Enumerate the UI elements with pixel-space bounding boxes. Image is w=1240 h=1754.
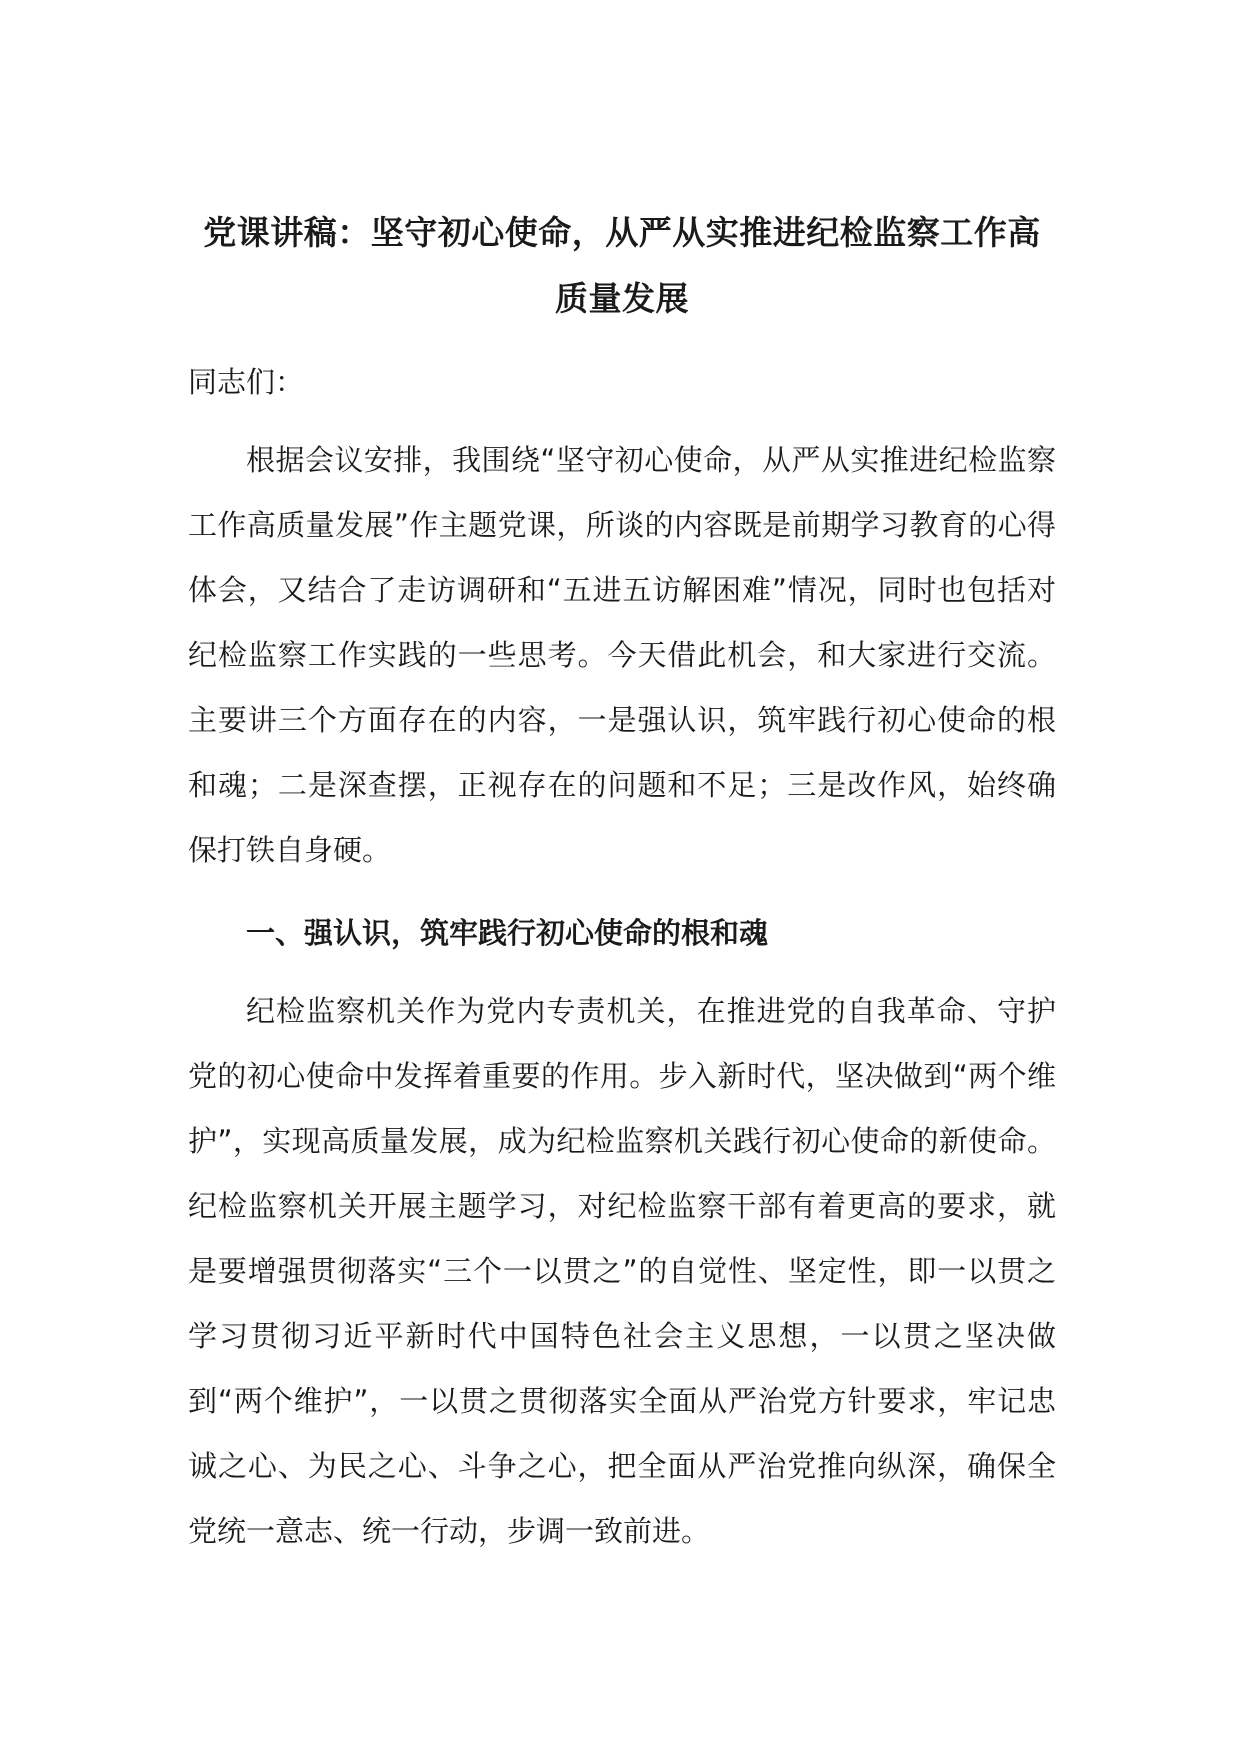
section-heading-1: 一、强认识，筑牢践行初心使命的根和魂 (246, 916, 769, 950)
section-1-paragraph: 纪检监察机关作为党内专责机关，在推进党的自我革命、守护党的初心使命中发挥着重要的作用。步入新时代，坚决做到“两个维护”，实现高质量发展，成为纪检监察机关践行初心使命的新使命。纪检监察机关开展主题学习，对纪检监察干部有着更高的要求，就是要增强贯彻落实“三个一以贯之”的自觉性、坚定性，即一以贯之学习贯彻习近平新时代中国特色社会主义思想，一以贯之坚决做到“两个维护”，一以贯之贯彻落实全面从严治党方针要求，牢记忠诚之心、为民之心、斗争之心，把全面从严治党推向纵深，确保全党统一意志、统一行动，步调一致前进。 (188, 994, 1056, 1548)
title-line-1: 党课讲稿：坚守初心使命，从严从实推进纪检监察工作高 (203, 213, 1041, 252)
salutation: 同志们： (188, 365, 305, 399)
intro-paragraph: 根据会议安排，我围绕“坚守初心使命，从严从实推进纪检监察工作高质量发展”作主题党课，所谈的内容既是前期学习教育的心得体会，又结合了走访调研和“五进五访解困难”情况，同时也包括对纪检监察工作实践的一些思考。今天借此机会，和大家进行交流。主要讲三个方面存在的内容，一是强认识，筑牢践行初心使命的根和魂；二是深查摆，正视存在的问题和不足；三是改作风，始终确保打铁自身硬。 (188, 443, 1056, 867)
title-line-2: 质量发展 (555, 279, 689, 318)
document-body (188, 200, 1056, 1564)
document-title (188, 200, 1056, 332)
